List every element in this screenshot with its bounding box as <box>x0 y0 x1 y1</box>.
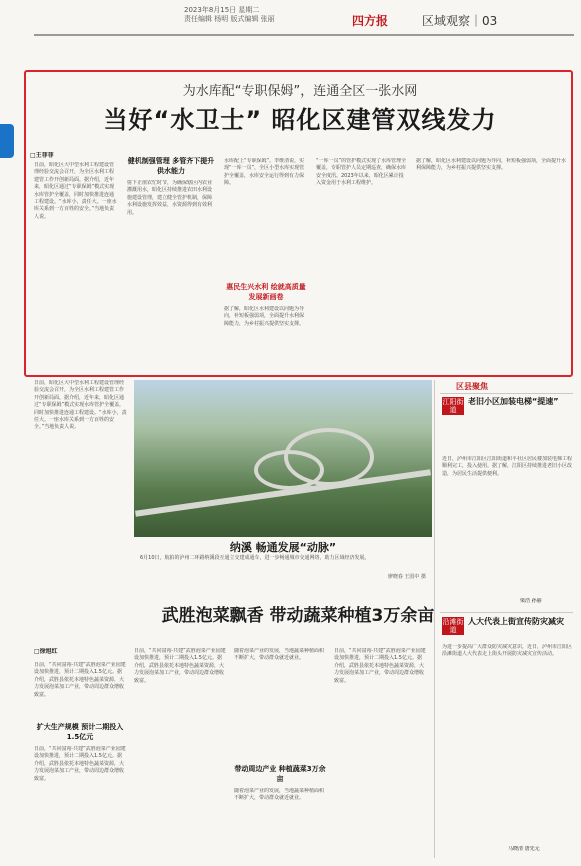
feature-col1-cont: 日前，昭化区大中型水利工程建设管理经验交流会召开，为全区水利工程建管工作开创新局面。据介绍，近年来，昭化区通过“专职保姆”模式实现水库管护全覆盖，同时加快推进连通工程建设。“水库小，责任大。一座水库关系到一方百姓的安全。”当地负责人说。 <box>34 380 127 431</box>
sidebar1-tag: 江阳街道 <box>442 398 464 414</box>
feature-byline: □王菲菲 <box>30 152 54 159</box>
sidebar2-body: 为进一步提高广大群众防灾减灾意识，近日，泸州市江阳区沿滩街道人大代表走上街头开展防灾减灾宣传活动。 <box>442 644 572 658</box>
caption-body: 6月10日，航拍的泸州二环路纳溪段互通立交建成通车，进一步畅通城市交通网络，助力区域经济发展。 <box>140 555 370 561</box>
sidebar2-title: 人大代表上街宣传防灾减灾 <box>468 617 564 626</box>
photo-credit: 廖晓春 王国中 摄 <box>387 574 426 580</box>
story2-col1: 日前，“共同富裕·共建”武胜泡菜产业园建设加快推进，预计二期投入1.5亿元。据介绍，武胜县依托本地特色蔬菜资源，大力发展泡菜加工产业，带动周边群众增收致富。 <box>34 746 126 782</box>
newspaper-brand: 四方报 <box>352 14 389 28</box>
sidebar1-title: 老旧小区加装电梯“提速” <box>468 397 559 406</box>
feature-col1: 日前，昭化区大中型水利工程建设管理经验交流会召开，为全区水利工程建管工作开创新局面。据介绍，近年来，昭化区通过“专职保姆”模式实现水库管护全覆盖，同时加快推进连通工程建设。“水库小，责任大。一座水库关系到一方百姓的安全。”当地负责人说。 <box>34 162 117 220</box>
section-label: 区域观察｜03 <box>422 14 498 28</box>
aerial-photo <box>134 380 432 537</box>
caption-title: 纳溪 畅通发展“动脉” <box>229 541 337 554</box>
feature-col3b: 据了解，昭化区水利建设以问题为导向，补短板强弱项，全面提升水利保障能力，为乡村振兴提供坚实支撑。 <box>224 306 305 327</box>
feature-col5: 据了解，昭化区水利建设以问题为导向，补短板强弱项，全面提升水利保障能力，为乡村振兴提供坚实支撑。 <box>416 158 566 172</box>
story2-col2: 日前，“共同富裕·共建”武胜泡菜产业园建设加快推进，预计二期投入1.5亿元。据介绍，武胜县依托本地特色蔬菜资源，大力发展泡菜加工产业，带动周边群众增收致富。 <box>134 648 226 684</box>
column-rule <box>434 380 435 858</box>
feature-subtitle: 为水库配“专职保姆”，连通全区一张水网 <box>182 84 418 99</box>
feature-title: 当好“水卫士” 昭化区建管双线发力 <box>103 106 497 134</box>
story2-h2: 带动周边产业 种植蔬菜3万余亩 <box>234 765 326 783</box>
story2-col3: 随着泡菜产业的发展，当地蔬菜种植面积不断扩大，带动群众就近就业。 <box>234 648 325 662</box>
sidebar-section: 区县聚焦 <box>456 382 488 391</box>
sidebar1-body: 近日，泸州市江阳区江阳街道和平社区居民楼加装电梯工程顺利完工，投入使用。据了解，江阳区持续推进老旧小区改造，为居民生活提供便利。 <box>442 456 572 477</box>
photo-caption <box>134 539 432 581</box>
feature-h2: 健机制强管理 多管齐下提升供水能力 <box>127 157 215 175</box>
sidebar2-tag: 沿滩街道 <box>442 618 464 634</box>
story2-lead: 日前，“共同富裕·共建”武胜泡菜产业园建设加快推进，预计二期投入1.5亿元。据介绍，武胜县依托本地特色蔬菜资源，大力发展泡菜加工产业，带动周边群众增收致富。 <box>34 662 126 698</box>
header-editors: 责任编辑 杨明 版式编辑 张丽 <box>184 15 275 23</box>
sidebar1-credit: 梁浩 孙丽 <box>520 598 542 604</box>
feature-col3: 水库配上“专职保姆”。李维清说，实现“一库一员”，全区小型水库实现管护全覆盖，水库安全运行得到有力保障。 <box>224 158 305 187</box>
story2-byline: □徐旭红 <box>34 648 58 655</box>
feature-col2: 射下正值农忙时节，为确保辖区内农业灌溉用水，昭化区持续推进农田水利设施建设管理，建立健全管护机制，保障水利设施发挥效益，水资源得到有效利用。 <box>127 180 213 216</box>
sidebar-rule <box>440 612 573 613</box>
story2-col3b: 随着泡菜产业的发展，当地蔬菜种植面积不断扩大，带动群众就近就业。 <box>234 788 325 802</box>
header-date: 2023年8月15日 星期二 <box>184 6 260 14</box>
feature-h3: 惠民生兴水利 绘就高质量发展新画卷 <box>226 283 306 301</box>
story2-title: 武胜泡菜飘香 带动蔬菜种植3万余亩 <box>161 606 435 626</box>
feature-col4: “一库一员”的管护模式实现了水库管理全覆盖，专职管护人员定期巡查，确保水库安全度汛。2023年以来，昭化区累计投入资金用于水利工程维护。 <box>316 158 407 187</box>
header-rule <box>34 34 574 36</box>
sidebar-rule <box>440 393 573 394</box>
story2-h1: 扩大生产规模 预计二期投入1.5亿元 <box>36 723 124 741</box>
sidebar2-credit: 马晓清 唐先元 <box>508 846 540 852</box>
page-header <box>34 0 574 72</box>
side-panel-tab[interactable] <box>0 124 14 158</box>
story2-col4: 日前，“共同富裕·共建”武胜泡菜产业园建设加快推进，预计二期投入1.5亿元。据介绍，武胜县依托本地特色蔬菜资源，大力发展泡菜加工产业，带动周边群众增收致富。 <box>334 648 426 684</box>
interchange-loop <box>284 428 374 486</box>
